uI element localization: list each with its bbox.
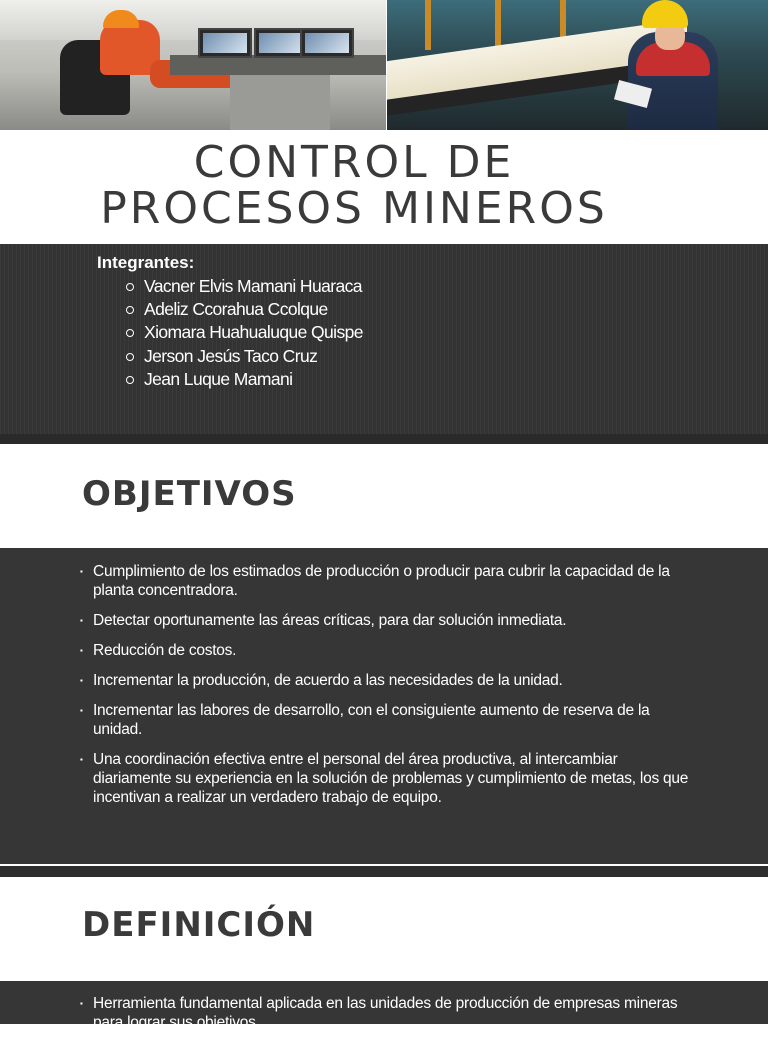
- definition-heading: DEFINICIÓN: [82, 905, 316, 945]
- member-item: Vacner Elvis Mamani Huaraca: [126, 276, 363, 299]
- objectives-heading: OBJETIVOS: [82, 474, 297, 514]
- title-line-1: CONTROL DE: [193, 137, 515, 188]
- members-list: [126, 276, 363, 392]
- member-item: Jerson Jesús Taco Cruz: [126, 346, 363, 369]
- objective-item: ▪ Incrementar la producción, de acuerdo a las necesidades de la unidad.: [80, 671, 690, 690]
- control-room-photo: [0, 0, 386, 130]
- page-title: [0, 137, 708, 234]
- definition-item: ▪ Herramienta fundamental aplicada en las unidades de producción de empresas mineras para lograr sus objetivos.: [80, 994, 690, 1032]
- hero-photos: [0, 0, 768, 130]
- monitor-icon: [198, 28, 252, 58]
- objective-item: ▪ Reducción de costos.: [80, 641, 690, 660]
- member-item: Jean Luque Mamani: [126, 369, 363, 392]
- objective-item: ▪ Detectar oportunamente las áreas críticas, para dar solución inmediata.: [80, 611, 690, 630]
- members-label: Integrantes:: [97, 253, 195, 272]
- objective-item: ▪ Incrementar las labores de desarrollo, con el consiguiente aumento de reserva de la unidad.: [80, 701, 690, 739]
- objective-item: ▪ Una coordinación efectiva entre el personal del área productiva, al intercambiar diariamente su experiencia en la solución de problemas y cumplimiento de metas, los que incentivan a realizar un verdadero trabajo de equipo.: [80, 750, 690, 807]
- objectives-list: [80, 562, 690, 818]
- monitor-icon: [300, 28, 354, 58]
- member-item: Adeliz Ccorahua Ccolque: [126, 299, 363, 322]
- definition-list: [80, 994, 690, 1043]
- title-line-2: PROCESOS MINEROS: [100, 183, 608, 234]
- objective-item: ▪ Cumplimiento de los estimados de producción o producir para cubrir la capacidad de la planta concentradora.: [80, 562, 690, 600]
- member-item: Xiomara Huahualuque Quispe: [126, 322, 363, 345]
